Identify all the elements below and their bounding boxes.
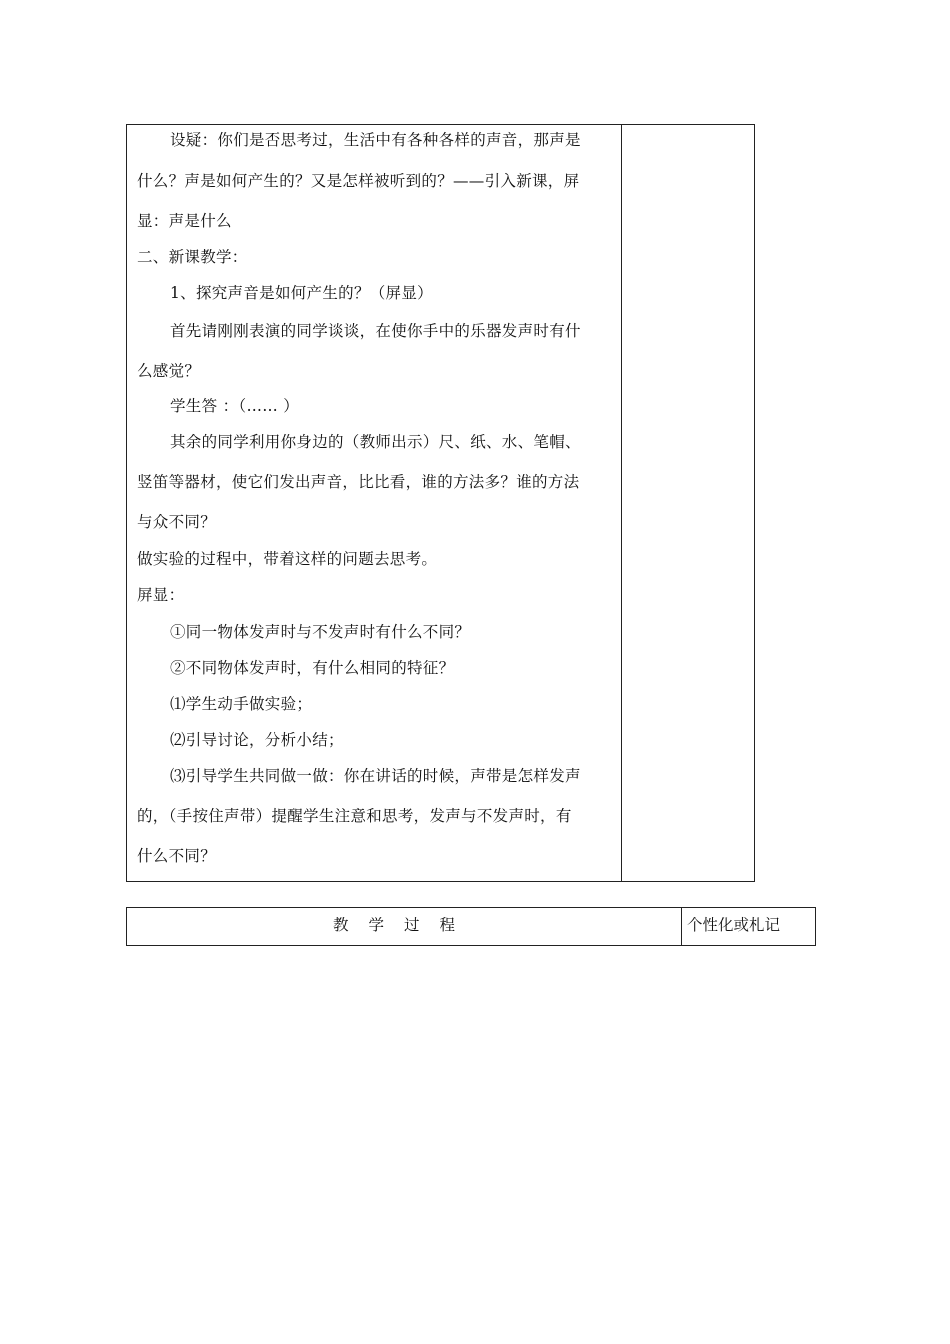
lesson-line: 做实验的过程中，带着这样的问题去思考。 [137, 550, 438, 568]
column-divider [681, 908, 682, 945]
lesson-line: ⑴学生动手做实验； [170, 695, 313, 713]
lesson-line: 1、探究声音是如何产生的？（屏显） [170, 284, 433, 302]
lesson-line: 屏显： [137, 586, 185, 604]
lesson-line: 与众不同？ [137, 513, 217, 531]
lesson-line: 什么？声是如何产生的？又是怎样被听到的？——引入新课，屏 [137, 172, 580, 190]
lesson-line: 么感觉？ [137, 362, 201, 380]
lesson-line: ②不同物体发声时，有什么相同的特征？ [170, 659, 455, 677]
lesson-line: 其余的同学利用你身边的（教师出示）尺、纸、水、笔帽、 [170, 433, 581, 451]
lesson-content-table [126, 124, 755, 882]
column-divider [621, 125, 622, 881]
lesson-line: 设疑：你们是否思考过，生活中有各种各样的声音，那声是 [170, 131, 581, 149]
lesson-line: 首先请刚刚表演的同学谈谈，在使你手中的乐器发声时有什 [170, 322, 581, 340]
teaching-process-header: 教学过程 [333, 916, 476, 934]
lesson-line: 显：声是什么 [137, 212, 232, 230]
section-header-table [126, 907, 816, 946]
lesson-line: 学生答 ：（…… ） [170, 397, 300, 415]
lesson-line: ⑶引导学生共同做一做：你在讲话的时候，声带是怎样发声 [170, 767, 581, 785]
lesson-line: 的，（手按住声带）提醒学生注意和思考，发声与不发声时，有 [137, 807, 572, 825]
lesson-line: ⑵引导讨论，分析小结； [170, 731, 344, 749]
notes-column-header: 个性化或札记 [687, 916, 781, 934]
lesson-line: 什么不同？ [137, 847, 217, 865]
lesson-line: 二、新课教学： [137, 248, 248, 266]
lesson-line: ①同一物体发声时与不发声时有什么不同？ [170, 623, 471, 641]
lesson-line: 竖笛等器材，使它们发出声音，比比看，谁的方法多？谁的方法 [137, 473, 580, 491]
